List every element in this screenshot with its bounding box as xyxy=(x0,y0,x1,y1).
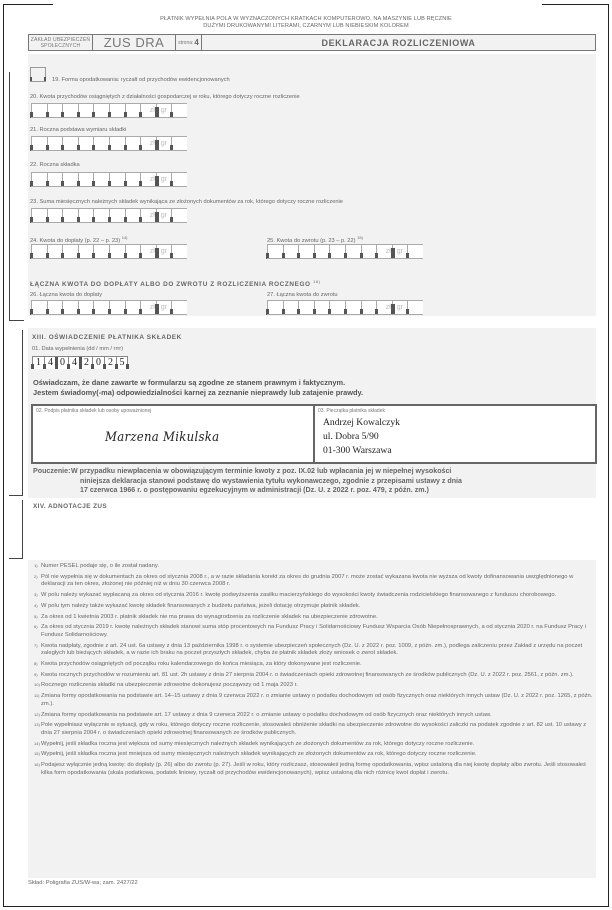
digit-cell-zl[interactable]: zł xyxy=(140,300,156,315)
digit-cell[interactable] xyxy=(298,244,314,259)
footnote-text: Zmiana formy opodatkowania na podstawie art. 14–15 ustawy z dnia 9 czerwca 2022 r. o zmianie ustawy o podatku dochodowym od osób fizycznych oraz niektórych innych ustaw (Dz. U. z 2022 r. poz. 1265, z późn. zm.). xyxy=(41,693,593,707)
digit-cell-gr[interactable]: , gr xyxy=(156,208,172,223)
digit-cell[interactable] xyxy=(125,172,141,187)
digit-cell-gr[interactable]: , gr xyxy=(156,244,172,259)
footnote-text: Pól nie wypełnia się w dokumentach za okres od stycznia 2008 r., a w razie składania korekt za okres do grudnia 2007 r. może zostać wykazana kwota nie wyższa od kwoty dofinansowania uwzględnionego w deklaracji za ten okres, złożonej nie później niż w dniu 30 czerwca 2008 r. xyxy=(41,573,574,588)
footnote xyxy=(34,661,594,669)
digit-cell[interactable] xyxy=(109,103,125,118)
footnote-text: Wypełnij, jeśli składka roczna jest większa od sumy miesięcznych należnych składek wynikających ze złożonych dokumentów za rok, którego dotyczy roczne rozliczenie. xyxy=(41,740,475,747)
digit-cell[interactable] xyxy=(329,300,345,315)
digit-cell-zl[interactable]: zł xyxy=(140,172,156,187)
stamp-field[interactable] xyxy=(315,406,595,462)
field-24-label-text: 24. Kwota do dopłaty (p. 22 – p. 23) xyxy=(30,238,121,244)
section-14-title: XIV. ADNOTACJE ZUS xyxy=(33,503,108,510)
footnote-number: 3) xyxy=(34,592,38,598)
footnote xyxy=(34,741,594,749)
amount-baseline xyxy=(31,222,187,223)
digit-cell[interactable] xyxy=(298,300,314,315)
page-frame-bottom xyxy=(3,906,609,907)
digit-cell[interactable] xyxy=(78,103,94,118)
field-20-label: 20. Kwota przychodów osiągniętych z działalności gospodarczej w roku, którego dotyczy roczne rozliczenie xyxy=(30,94,300,100)
field-25-label xyxy=(267,235,363,244)
digit-cell-gr[interactable]: , gr xyxy=(392,244,408,259)
digit-cell[interactable] xyxy=(171,136,187,151)
digit-cell[interactable] xyxy=(125,136,141,151)
digit-cell[interactable] xyxy=(283,300,299,315)
digit-cell[interactable] xyxy=(125,208,141,223)
amount-baseline xyxy=(267,314,423,315)
digit-cell[interactable] xyxy=(78,244,94,259)
date-digit[interactable]: 0 xyxy=(92,356,104,369)
footnote xyxy=(34,563,594,571)
digit-cell[interactable] xyxy=(171,172,187,187)
date-digit[interactable]: 4 xyxy=(68,356,80,369)
section-bracket-foot xyxy=(9,495,23,496)
legal-instruction xyxy=(33,467,593,496)
digit-cell[interactable] xyxy=(31,300,47,315)
form-title: DEKLARACJA ROZLICZENIOWA xyxy=(321,37,476,48)
footnote-number: 16) xyxy=(34,762,40,768)
footnote-text: Podajesz wyłącznie jedną kwotę: do dopłaty (p. 26) albo do zwrotu (p. 27). Jeśli w roku, który rozliczasz, stosowałeś jedną formę opodatkowania, wpisz ustaloną dla niej kwotę dopłaty albo zwrotu. Jeśli stosowałeś kilka form opodatkowania (skala podatkowa, podatek liniowy, ryczałt od przychodów ewidencjonowanych), wpisz ustaloną dla nich różnicę kwot dopłat i zwrotu. xyxy=(41,762,586,776)
digit-cell[interactable] xyxy=(314,300,330,315)
footnote-text: Za okres od stycznia 2019 r. kwotę należnych składek stanowi suma stóp procentowych na Fundusz Pracy i Solidarnościowy Fundusz Wsparcia Osób Niepełnosprawnych, a od stycznia 2020 r. na Fundusz Pracy i Fundusz Solidarnościowy. xyxy=(41,624,586,638)
digit-cell[interactable] xyxy=(62,172,78,187)
digit-cell[interactable] xyxy=(345,300,361,315)
footnote xyxy=(34,672,594,680)
footnote-number: 4) xyxy=(34,602,38,608)
footnote xyxy=(34,592,594,600)
digit-cell[interactable] xyxy=(78,300,94,315)
digit-cell[interactable] xyxy=(171,244,187,259)
footnote xyxy=(34,614,594,622)
institution-line-2: SPOŁECZNYCH xyxy=(40,42,81,49)
amount-baseline xyxy=(31,150,187,151)
fill-date-input[interactable] xyxy=(32,356,128,369)
stamp-label: 03. Pieczątka płatnika składek xyxy=(318,408,385,414)
page-frame-top-left xyxy=(3,4,53,5)
field-24-amount-input[interactable] xyxy=(31,244,187,259)
footnote xyxy=(34,574,594,589)
field-25-label-text: 25. Kwota do zwrotu (p. 23 – p. 22) xyxy=(267,238,356,244)
digit-cell[interactable] xyxy=(125,103,141,118)
page-label: strona: xyxy=(178,39,194,46)
form-header xyxy=(28,34,596,51)
footnote-text: Kwota nadpłaty, zgodnie z art. 24 ust. 6a ustawy z dnia 13 października 1998 r. o systemie ubezpieczeń społecznych (Dz. U. z 2022 r. poz. 1009, z późn. zm.), podlega zaliczeniu przez Zakład z urzędu na poczet zaległych lub bieżących składek, a w razie ich braku na poczet przyszłych składek, chyba że płatnik składek złoży wniosek o zwrot składek. xyxy=(41,642,583,657)
date-digit[interactable]: 2 xyxy=(104,356,116,369)
page-frame-right xyxy=(608,4,609,907)
digit-cell-gr[interactable]: , gr xyxy=(156,136,172,151)
footnote-ref: 15) xyxy=(357,235,363,240)
institution-name xyxy=(29,35,93,50)
footnote-number: 14) xyxy=(34,740,40,746)
signature-value: Marzena Mikulska xyxy=(105,430,220,445)
digit-cell[interactable] xyxy=(31,103,47,118)
footnote-number: 10) xyxy=(34,682,40,688)
digit-cell[interactable] xyxy=(283,244,299,259)
footnote-text: Pole wypełniasz wyłącznie w sytuacji, gdy w roku, którego dotyczy roczne rozliczenie, stosowałeś obniżenie składki na ubezpieczenie zdrowotne do wysokości zaliczki na podatek zgodnie z art. 82 ust. 10 ustawy z dnia 27 sierpnia 2004 r. o świadczeniach opieki zdrowotnej finansowanych ze środków publicznych. xyxy=(41,722,587,736)
fill-date-label: 01. Data wypełnienia (dd / mm / rrrr) xyxy=(32,346,124,352)
digit-cell[interactable] xyxy=(62,300,78,315)
footnote xyxy=(34,624,594,639)
footnotes-list xyxy=(34,563,594,780)
footnote-text: W polu należy wykazać wypłacaną za okres od stycznia 2016 r. kwotę podwyższenia zasiłku macierzyńskiego do wysokości kwoty świadczenia rodzicielskiego finansowanego z funduszu chorobowego. xyxy=(41,592,557,599)
field-20-amount-input[interactable] xyxy=(31,103,187,118)
field-21-amount-input[interactable] xyxy=(31,136,187,151)
digit-cell[interactable] xyxy=(47,244,63,259)
date-digit[interactable]: 0 xyxy=(56,356,68,369)
field-19-label: 19. Forma opodatkowania: ryczałt od przychodów ewidencjonowanych xyxy=(52,77,230,83)
footnote-number: 5) xyxy=(34,613,38,619)
digit-cell-zl[interactable]: zł xyxy=(376,300,392,315)
page-indicator xyxy=(176,35,202,50)
footnote-number: 13) xyxy=(34,722,40,728)
digit-cell-zl[interactable]: zł xyxy=(140,244,156,259)
digit-cell[interactable] xyxy=(78,136,94,151)
digit-cell[interactable] xyxy=(267,300,283,315)
footnote-number: 15) xyxy=(34,751,40,757)
footnote-number: 1) xyxy=(34,563,38,568)
digit-cell[interactable] xyxy=(93,103,109,118)
digit-cell-zl[interactable]: zł xyxy=(376,244,392,259)
print-info: Skład: Poligrafia ZUS/W-wa; zam. 2427/22 xyxy=(28,880,138,886)
footnote-text: Zmiana formy opodatkowania na podstawie art. 17 ustawy z dnia 9 czerwca 2022 r. o zmianie ustawy o podatku dochodowym od osób fizycznych oraz niektórych innych ustaw. xyxy=(41,711,492,718)
date-digit[interactable]: 5 xyxy=(116,356,128,369)
digit-cell[interactable] xyxy=(407,244,423,259)
digit-cell[interactable] xyxy=(109,136,125,151)
institution-line-1: ZAKŁAD UBEZPIECZEŃ xyxy=(30,36,91,43)
footnote-text: Wypełnij, jeśli składka roczna jest mniejsza od sumy miesięcznych należnych składek wynikających ze złożonych dokumentów za rok, którego dotyczy roczne rozliczenie. xyxy=(41,751,477,758)
footnote-number: 8) xyxy=(34,661,38,667)
instruction-line: niniejsza deklaracja stanowi podstawę do wystawienia tytułu wykonawczego, zgodnie z przepisami ustawy z dnia xyxy=(80,476,462,485)
instruction-line-2: DUŻYMI DRUKOWANYMI LITERAMI, CZARNYM LUB NIEBIESKIM KOLOREM xyxy=(203,23,409,29)
digit-cell[interactable] xyxy=(78,208,94,223)
digit-cell[interactable] xyxy=(93,136,109,151)
field-27-amount-input[interactable] xyxy=(267,300,423,315)
footnote-number: 12) xyxy=(34,711,40,717)
footnote xyxy=(34,751,594,759)
digit-cell[interactable] xyxy=(47,300,63,315)
page-number: 4 xyxy=(194,38,199,47)
fill-instructions xyxy=(0,16,612,30)
section-13-title: XIII. OŚWIADCZENIE PŁATNIKA SKŁADEK xyxy=(32,334,182,341)
amount-baseline xyxy=(31,117,187,118)
footnote-number: 9) xyxy=(34,671,38,677)
footnote xyxy=(34,693,594,708)
field-26-label: 26. Łączna kwota do dopłaty xyxy=(30,292,103,298)
digit-cell[interactable] xyxy=(31,244,47,259)
footnote-number: 7) xyxy=(34,642,38,648)
section-bracket xyxy=(9,72,10,320)
footnote-number: 11) xyxy=(34,693,40,699)
signature-stamp-box xyxy=(31,404,597,464)
checkbox-base xyxy=(30,81,46,82)
total-amount-section-title xyxy=(30,279,321,288)
digit-cell[interactable] xyxy=(267,244,283,259)
instruction-line-1: PŁATNIK WYPEŁNIA POLA W WYZNACZONYCH KRATKACH KOMPUTEROWO, NA MASZYNIE LUB RĘCZNIE xyxy=(160,16,452,22)
declaration-line-1: Oświadczam, że dane zawarte w formularzu są zgodne ze stanem prawnym i faktycznym. xyxy=(33,378,346,387)
digit-cell[interactable] xyxy=(109,300,125,315)
digit-cell[interactable] xyxy=(47,103,63,118)
footnote xyxy=(34,603,594,611)
footnote xyxy=(34,682,594,690)
digit-cell[interactable] xyxy=(31,172,47,187)
digit-cell[interactable] xyxy=(171,208,187,223)
footnote-number: 6) xyxy=(34,624,38,630)
section-bracket xyxy=(22,330,23,495)
taxation-form-checkbox[interactable] xyxy=(30,67,46,82)
digit-cell-gr[interactable]: , gr xyxy=(392,300,408,315)
digit-cell[interactable] xyxy=(93,244,109,259)
date-digit[interactable]: 2 xyxy=(80,356,92,369)
total-section-title-text: ŁĄCZNA KWOTA DO DOPŁATY ALBO DO ZWROTU Z ROZLICZENIA ROCZNEGO xyxy=(30,281,311,288)
digit-cell[interactable] xyxy=(62,244,78,259)
digit-cell[interactable] xyxy=(329,244,345,259)
digit-cell[interactable] xyxy=(62,208,78,223)
field-23-amount-input[interactable] xyxy=(31,208,187,223)
section-bracket xyxy=(22,500,23,558)
digit-cell[interactable] xyxy=(93,172,109,187)
digit-cell[interactable] xyxy=(361,300,377,315)
page-frame-top-right xyxy=(542,4,609,5)
field-22-amount-input[interactable] xyxy=(31,172,187,187)
footnote-text: Za okres od 1 kwietnia 2003 r. płatnik składek nie ma prawa do wynagrodzenia za rozliczenie składek na ubezpieczenie zdrowotne. xyxy=(41,613,378,620)
date-digit[interactable]: 4 xyxy=(44,356,56,369)
digit-cell[interactable] xyxy=(109,172,125,187)
digit-cell[interactable] xyxy=(31,208,47,223)
amount-baseline xyxy=(31,314,187,315)
digit-cell-gr[interactable]: , gr xyxy=(156,172,172,187)
declaration-line-2: Jestem świadomy(-ma) odpowiedzialności karnej za zeznanie nieprawdy lub zatajenie prawdy. xyxy=(33,388,364,397)
digit-cell[interactable] xyxy=(314,244,330,259)
signature-label: 02. Podpis płatnika składek lub osoby upoważnionej xyxy=(36,408,152,414)
footnote-text: Kwota rocznych przychodów w rozumieniu art. 81 ust. 2h ustawy z dnia 27 sierpnia 2004 r. o świadczeniach opieki zdrowotnej finansowanych ze środków publicznych (Dz. U. z 2022 r. poz. 2561, z późn. zm.). xyxy=(41,671,574,678)
footnote xyxy=(34,712,594,720)
digit-cell[interactable] xyxy=(407,300,423,315)
digit-cell[interactable] xyxy=(47,136,63,151)
digit-cell[interactable] xyxy=(47,208,63,223)
field-26-amount-input[interactable] xyxy=(31,300,187,315)
amount-baseline xyxy=(267,258,423,259)
footnote-ref: 16) xyxy=(313,279,321,284)
footnote xyxy=(34,762,594,777)
footnote-text: W polu tym należy także wykazać kwotę składek finansowanych z budżetu państwa, jeżeli dotację otrzymuje płatnik składek. xyxy=(41,602,361,609)
amount-baseline xyxy=(31,258,187,259)
digit-cell[interactable] xyxy=(78,172,94,187)
digit-cell[interactable] xyxy=(171,300,187,315)
stamp-line-street: ul. Dobra 5/90 xyxy=(323,431,379,442)
form-code: ZUS DRA xyxy=(93,35,176,50)
date-digit[interactable]: 1 xyxy=(32,356,44,369)
digit-cell-zl[interactable]: zł xyxy=(140,103,156,118)
digit-cell[interactable] xyxy=(93,208,109,223)
digit-cell[interactable] xyxy=(62,103,78,118)
section-bracket-foot xyxy=(9,558,23,559)
field-25-amount-input[interactable] xyxy=(267,244,423,259)
field-23-label: 23. Suma miesięcznych należnych składek wynikająca ze złożonych dokumentów za rok, którego dotyczy roczne rozliczenie xyxy=(30,199,343,205)
digit-cell[interactable] xyxy=(171,103,187,118)
digit-cell[interactable] xyxy=(47,172,63,187)
digit-cell-zl[interactable]: zł xyxy=(140,136,156,151)
digit-cell[interactable] xyxy=(109,208,125,223)
field-21-label: 21. Roczna podstawa wymiaru składki xyxy=(30,127,127,133)
stamp-value xyxy=(323,416,400,458)
section-bracket-foot xyxy=(9,320,24,321)
instruction-label: Pouczenie: xyxy=(33,467,71,475)
footnote xyxy=(34,643,594,658)
field-24-label xyxy=(30,235,128,244)
footnote-text: Kwota przychodów osiągniętych od początku roku kalendarzowego do końca miesiąca, za który dokonywane jest rozliczenie. xyxy=(41,661,362,668)
instruction-line: W przypadku niewpłacenia w obowiązującym terminie kwoty z poz. IX.02 lub wpłacania jej w niepełnej wysokości xyxy=(71,467,452,475)
digit-cell[interactable] xyxy=(361,244,377,259)
page-frame-left xyxy=(3,4,4,907)
footnote xyxy=(34,722,594,737)
payer-declaration xyxy=(33,378,363,398)
instruction-line: 17 czerwca 1966 r. o postępowaniu egzekucyjnym w administracji (Dz. U. z 2022 r. poz. 479, z późn. zm.) xyxy=(80,486,429,495)
digit-cell[interactable] xyxy=(62,136,78,151)
footnote-ref: 14) xyxy=(121,235,128,240)
signature-field[interactable] xyxy=(33,406,315,462)
field-27-label: 27. Łączna kwota do zwrotu xyxy=(267,292,338,298)
digit-cell[interactable] xyxy=(125,300,141,315)
footnote-text: Numer PESEL podaje się, o ile został nadany. xyxy=(41,563,159,569)
digit-cell[interactable] xyxy=(93,300,109,315)
digit-cell[interactable] xyxy=(125,244,141,259)
stamp-line-city: 01-300 Warszawa xyxy=(323,445,392,456)
digit-cell[interactable] xyxy=(109,244,125,259)
digit-cell-gr[interactable]: , gr xyxy=(156,300,172,315)
field-22-label: 22. Roczna składka xyxy=(30,162,80,168)
digit-cell-gr[interactable]: , gr xyxy=(156,103,172,118)
digit-cell[interactable] xyxy=(345,244,361,259)
stamp-line-name: Andrzej Kowalczyk xyxy=(323,417,400,428)
amount-baseline xyxy=(31,186,187,187)
digit-cell[interactable] xyxy=(31,136,47,151)
footnote-number: 2) xyxy=(34,573,38,579)
footnote-text: Rocznego rozliczenia składki na ubezpieczenie zdrowotne dokonujesz począwszy od 1 maja 2023 r. xyxy=(41,682,298,689)
digit-cell-zl[interactable]: zł xyxy=(140,208,156,223)
